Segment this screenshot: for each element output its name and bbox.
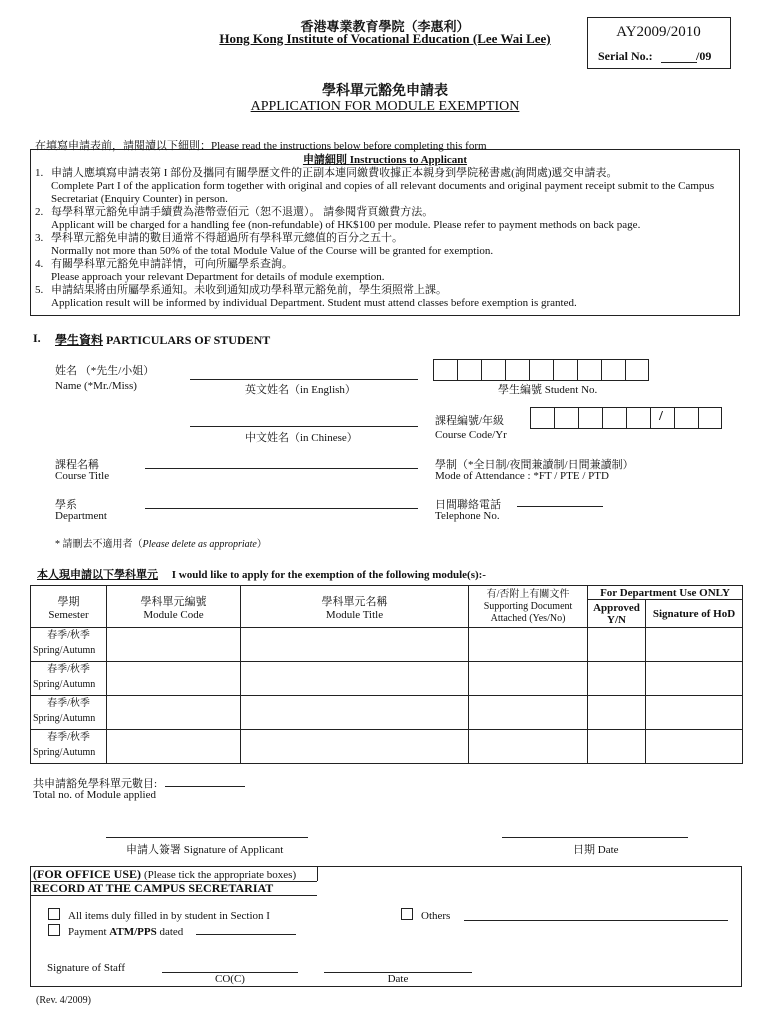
date-label: 日期 Date [573, 844, 619, 856]
semester-cell[interactable]: 春季/秋季 Spring/Autumn [31, 730, 107, 764]
approved-cell[interactable] [588, 696, 646, 730]
department-label-cn: 學系 [55, 499, 77, 511]
total-modules-label-cn: 共申請豁免學科單元數目: [33, 778, 158, 790]
department-field[interactable] [145, 508, 418, 509]
dept-use-header: For Department Use ONLY [588, 586, 743, 600]
instructions-box [30, 149, 740, 316]
revision-note: (Rev. 4/2009) [36, 995, 91, 1006]
serial-label: Serial No.: [598, 49, 653, 63]
section-number: I. [33, 331, 41, 345]
instruction-item-en: Please approach your relevant Department for details of module exemption. [51, 271, 385, 283]
office-use-box [30, 866, 742, 987]
approved-cell[interactable] [588, 730, 646, 764]
instruction-item: 1. 申請人應填寫申請表第 I 部份及攜同有關學歷文件的正副本連同繳費收據正本親身到學院秘書處(詢問處)遞交申請表。 [35, 167, 618, 179]
course-code-label-en: Course Code/Yr [435, 429, 507, 441]
semester-cell[interactable]: 春季/秋季 Spring/Autumn [31, 662, 107, 696]
coc-label: CO(C) [215, 973, 245, 985]
module-code-cell[interactable] [107, 730, 241, 764]
chinese-name-caption: 中文姓名（in Chinese） [245, 432, 358, 444]
module-code-cell[interactable] [107, 696, 241, 730]
module-code-cell[interactable] [107, 628, 241, 662]
form-title-cn: 學科單元豁免申請表 [322, 84, 448, 99]
col-module-code: 學科單元編號 Module Code [107, 586, 241, 628]
payment-date-field[interactable] [196, 934, 296, 935]
year-serial-box [587, 17, 731, 69]
total-modules-label-en: Total no. of Module applied [33, 789, 156, 801]
col-approved: Approved Y/N [588, 600, 646, 628]
instruction-item: 4. 有關學科單元豁免申請詳情，可向所屬學系查詢。 [35, 258, 293, 270]
col-hod-signature: Signature of HoD [646, 600, 743, 628]
payment-checkbox[interactable] [48, 924, 60, 936]
delete-note: * 請刪去不適用者（Please delete as appropriate） [55, 539, 267, 550]
applicant-signature-label: 申請人簽署 Signature of Applicant [126, 844, 284, 856]
course-title-field[interactable] [145, 468, 418, 469]
instructions-heading: 申請細則 Instructions to Applicant [302, 154, 468, 166]
section-title: 學生資料 PARTICULARS OF STUDENT [55, 333, 271, 347]
serial-no-field[interactable] [661, 62, 697, 63]
course-code-label-cn: 課程編號/年級 [435, 415, 505, 427]
module-title-cell[interactable] [241, 628, 469, 662]
col-module-title: 學科單元名稱 Module Title [241, 586, 469, 628]
module-title-cell[interactable] [241, 696, 469, 730]
total-modules-field[interactable] [165, 786, 245, 787]
col-semester: 學期 Semester [31, 586, 107, 628]
hod-signature-cell[interactable] [646, 696, 743, 730]
semester-cell[interactable]: 春季/秋季 Spring/Autumn [31, 628, 107, 662]
semester-cell[interactable]: 春季/秋季 Spring/Autumn [31, 696, 107, 730]
student-no-boxes[interactable] [433, 359, 649, 381]
doc-attached-cell[interactable] [469, 730, 588, 764]
others-field[interactable] [464, 920, 728, 921]
instructions-intro: 在填寫申請表前，請閱讀以下細則：Please read the instructions below before completing this form [35, 140, 487, 152]
telephone-label-cn: 日間聯絡電話 [435, 499, 501, 511]
serial-suffix: /09 [696, 49, 712, 63]
staff-signature-label: Signature of Staff [47, 962, 126, 974]
module-title-cell[interactable] [241, 662, 469, 696]
course-code-separator: / [659, 409, 663, 424]
table-row [31, 730, 743, 764]
telephone-field[interactable] [517, 506, 603, 507]
instruction-item-en: Application result will be informed by individual Department. Student must attend classes before exemption is granted. [51, 297, 577, 309]
staff-date-label: Date [387, 973, 409, 985]
instructions-list [35, 167, 735, 310]
course-code-boxes[interactable] [530, 407, 722, 429]
table-row [31, 628, 743, 662]
mode-label-en: Mode of Attendance : *FT / PTE / PTD [435, 470, 609, 482]
office-use-label: (FOR OFFICE USE) (Please tick the appropriate boxes) [33, 867, 297, 881]
telephone-label-en: Telephone No. [435, 510, 500, 522]
instruction-item: 3. 學科單元豁免申請的數目通常不得超過所有學科單元總值的百分之五十。 [35, 232, 403, 244]
form-title-en: APPLICATION FOR MODULE EXEMPTION [250, 99, 520, 114]
office-item-payment: Payment ATM/PPS dated [48, 924, 183, 938]
record-title: RECORD AT THE CAMPUS SECRETARIAT [33, 881, 274, 895]
module-code-cell[interactable] [107, 662, 241, 696]
instruction-item-en: Complete Part I of the application form together with original and copies of all relevant documents and original payment receipt submit to the Campus Secretariat (Enquiry Counter) in person. [51, 180, 715, 205]
apply-statement: 本人現申請以下學科單元 I would like to apply for the exemption of the following module(s):- [37, 569, 486, 581]
english-name-field[interactable] [190, 379, 418, 380]
instruction-item-en: Normally not more than 50% of the total Module Value of the Course will be granted for exemption. [51, 245, 494, 257]
name-label-en: Name (*Mr./Miss) [55, 380, 137, 392]
hod-signature-cell[interactable] [646, 628, 743, 662]
english-name-caption: 英文姓名（in English） [245, 384, 356, 396]
others-checkbox[interactable] [401, 908, 413, 920]
date-field[interactable] [502, 837, 688, 838]
table-row [31, 662, 743, 696]
department-label-en: Department [55, 510, 107, 522]
filled-checkbox[interactable] [48, 908, 60, 920]
institute-name-cn: 香港專業教育學院（李惠利） [300, 19, 470, 34]
instruction-item-en: Applicant will be charged for a handling fee (non-refundable) of HK$100 per module. Please refer to payment methods on back page. [51, 219, 641, 231]
doc-attached-cell[interactable] [469, 662, 588, 696]
office-item-others: Others [401, 908, 450, 922]
institute-name-en: Hong Kong Institute of Vocational Education (Lee Wai Lee) [219, 31, 551, 46]
hod-signature-cell[interactable] [646, 662, 743, 696]
student-no-label: 學生編號 Student No. [498, 384, 598, 396]
academic-year: AY2009/2010 [616, 24, 701, 40]
mode-label-cn: 學制（*全日制/夜間兼讀制/日間兼讀制） [435, 459, 634, 471]
doc-attached-cell[interactable] [469, 628, 588, 662]
name-label-cn: 姓名 （*先生/小姐） [55, 365, 155, 377]
table-row [31, 696, 743, 730]
module-title-cell[interactable] [241, 730, 469, 764]
instruction-item: 2. 每學科單元豁免申請手續費為港幣壹佰元（恕不退還）。 請參閱背頁繳費方法。 [35, 206, 434, 218]
doc-attached-cell[interactable] [469, 696, 588, 730]
instruction-item: 5. 申請結果將由所屬學系通知。未收到通知成功學科單元豁免前，學生須照常上課。 [35, 284, 447, 296]
hod-signature-cell[interactable] [646, 730, 743, 764]
course-title-label-cn: 課程名稱 [55, 459, 99, 471]
approved-cell[interactable] [588, 662, 646, 696]
office-item-filled: All items duly filled in by student in Section I [48, 908, 270, 922]
col-supporting-doc: 有/否附上有關文件 Supporting Document Attached (Yes/No) [469, 586, 588, 628]
course-title-label-en: Course Title [55, 470, 110, 482]
approved-cell[interactable] [588, 628, 646, 662]
chinese-name-field[interactable] [190, 426, 418, 427]
applicant-signature-field[interactable] [106, 837, 308, 838]
module-table [30, 585, 743, 764]
